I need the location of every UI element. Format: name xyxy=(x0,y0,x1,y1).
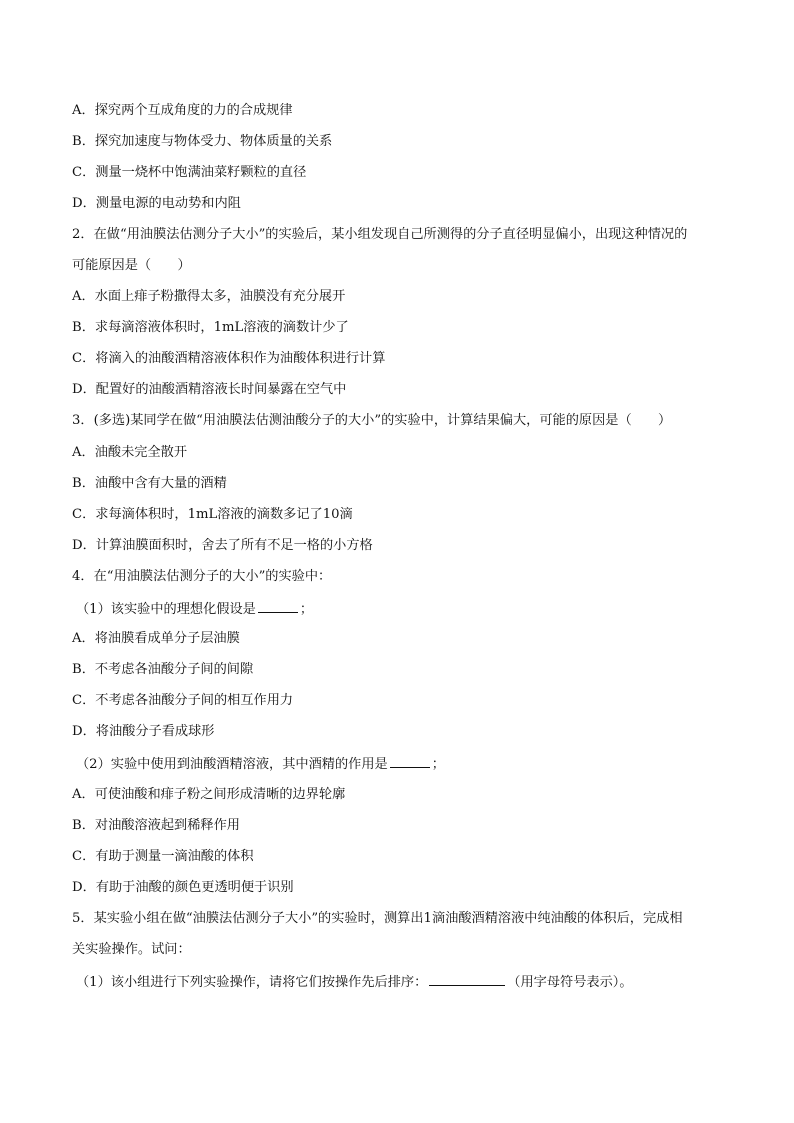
q2-option-d: D．配置好的油酸酒精溶液长时间暴露在空气中 xyxy=(72,382,347,397)
q2-stem-line2: 可能原因是（ ） xyxy=(72,258,191,273)
q3-stem: 3．(多选)某同学在做“用油膜法估测油酸分子的大小”的实验中，计算结果偏大，可能的原因是（ ） xyxy=(72,413,672,428)
q4-part1-option-b: B．不考虑各油酸分子间的间隙 xyxy=(72,662,254,677)
q3-option-c: C．求每滴体积时，1mL溶液的滴数多记了10滴 xyxy=(72,507,353,522)
q4-part1-option-c: C．不考虑各油酸分子间的相互作用力 xyxy=(72,693,294,708)
q2-option-b: B．求每滴溶液体积时，1mL溶液的滴数计少了 xyxy=(72,320,349,335)
q4-part2 xyxy=(76,753,736,775)
q4-part2-option-b: B．对油酸溶液起到稀释作用 xyxy=(72,818,240,833)
q4-part1-answer-blank[interactable] xyxy=(258,598,298,613)
q1-option-c: C．测量一烧杯中饱满油菜籽颗粒的直径 xyxy=(72,165,307,180)
q3-option-b: B．油酸中含有大量的酒精 xyxy=(72,476,227,491)
q4-part1-option-d: D．将油酸分子看成球形 xyxy=(72,724,215,739)
q3-option-d: D．计算油膜面积时，舍去了所有不足一格的小方格 xyxy=(72,538,373,553)
q4-part2-option-c: C．有助于测量一滴油酸的体积 xyxy=(72,849,254,864)
q4-part1-suffix: ； xyxy=(299,602,314,617)
q5-stem-line1: 5．某实验小组在做“油膜法估测分子大小”的实验时，测算出1滴油酸酒精溶液中纯油酸的体积后，完成相 xyxy=(72,911,683,926)
q5-stem-line2: 关实验操作。试问： xyxy=(72,942,191,957)
q1-option-b: B．探究加速度与物体受力、物体质量的关系 xyxy=(72,134,333,149)
q2-stem-line1: 2．在做“用油膜法估测分子大小”的实验后，某小组发现自己所测得的分子直径明显偏小，出现这种情况的 xyxy=(72,227,688,242)
q4-part2-option-d: D．有助于油酸的颜色更透明便于识别 xyxy=(72,880,294,895)
q4-part2-option-a: A．可使油酸和痱子粉之间形成清晰的边界轮廓 xyxy=(72,787,346,802)
q2-option-c: C．将滴入的油酸酒精溶液体积作为油酸体积进行计算 xyxy=(72,351,386,366)
q1-option-a: A．探究两个互成角度的力的合成规律 xyxy=(72,103,293,118)
q5-part1-answer-blank[interactable] xyxy=(429,971,505,986)
q3-option-a: A．油酸未完全散开 xyxy=(72,445,188,460)
q1-option-d: D．测量电源的电动势和内阻 xyxy=(72,196,241,211)
q5-part1-prefix: （1）该小组进行下列实验操作，请将它们按操作先后排序： xyxy=(76,975,428,990)
q4-part1 xyxy=(76,598,736,620)
q5-part1 xyxy=(76,971,736,993)
q4-stem: 4．在“用油膜法估测分子的大小”的实验中： xyxy=(72,569,332,584)
q4-part2-answer-blank[interactable] xyxy=(390,753,430,768)
q4-part1-option-a: A．将油膜看成单分子层油膜 xyxy=(72,631,240,646)
q2-option-a: A．水面上痱子粉撒得太多，油膜没有充分展开 xyxy=(72,289,346,304)
q4-part2-prefix: （2）实验中使用到油酸酒精溶液，其中酒精的作用是 xyxy=(76,757,388,772)
q5-part1-suffix: （用字母符号表示）。 xyxy=(507,975,633,990)
q4-part2-suffix: ； xyxy=(431,757,445,772)
q4-part1-prefix: （1）该实验中的理想化假设是 xyxy=(76,602,256,617)
